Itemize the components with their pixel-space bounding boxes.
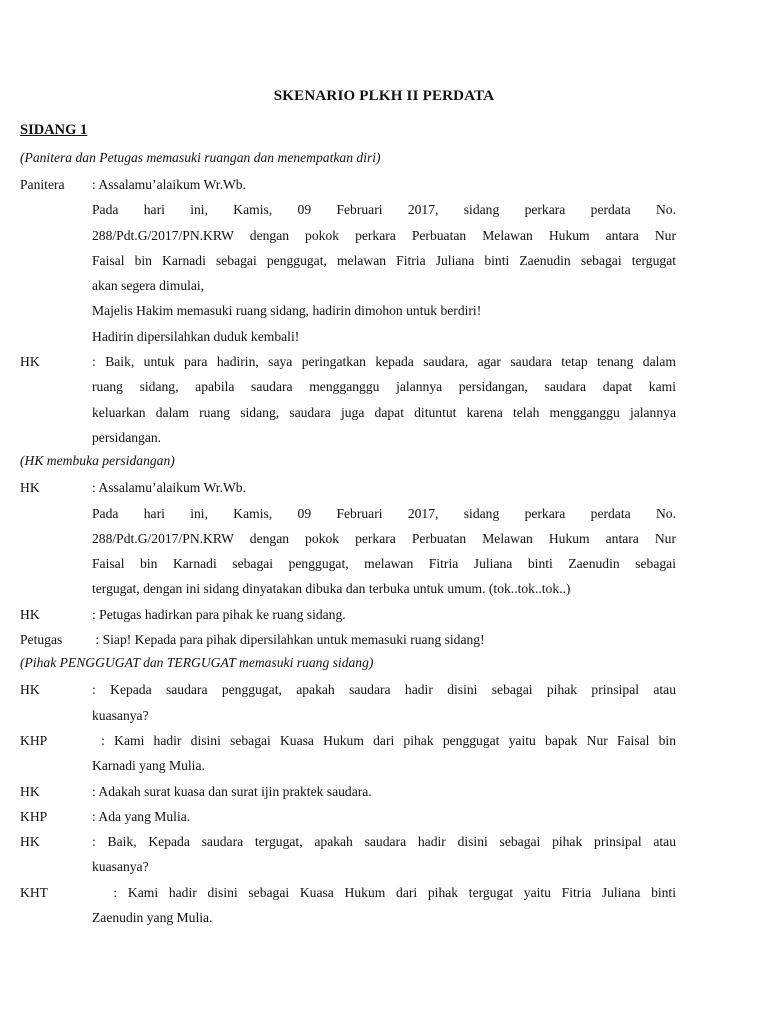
dialogue-entry bbox=[20, 172, 676, 349]
dialogue-entry bbox=[20, 880, 676, 931]
dialogue-line: Majelis Hakim memasuki ruang sidang, hadirin dimohon untuk berdiri! bbox=[92, 303, 482, 319]
dialogue-line: : Baik, Kepada saudara tergugat, apakah saudara hadir disini sebagai pihak prinsipal atau bbox=[92, 834, 676, 850]
speaker-label: HK bbox=[20, 480, 40, 496]
dialogue-entry bbox=[20, 349, 676, 450]
speaker-label: Panitera bbox=[20, 177, 65, 192]
dialogue-line: : Ada yang Mulia. bbox=[92, 808, 191, 824]
dialogue-text bbox=[92, 829, 676, 880]
dialogue-line: Faisal bin Karnadi sebagai penggugat, melawan Fitria Juliana binti Zaenudin sebagai bbox=[92, 556, 676, 572]
dialogue-entry bbox=[20, 627, 676, 652]
dialogue-line: kuasanya? bbox=[92, 707, 149, 723]
dialogue-line: 288/Pdt.G/2017/PN.KRW dengan pokok perkara Perbuatan Melawan Hukum antara Nur bbox=[92, 227, 676, 243]
dialogue-line: akan segera dimulai, bbox=[92, 278, 205, 294]
stage-direction: (Panitera dan Petugas memasuki ruangan dan menempatkan diri) bbox=[20, 150, 381, 165]
speaker-label: HK bbox=[20, 783, 40, 799]
dialogue-line: Faisal bin Karnadi sebagai penggugat, melawan Fitria Juliana binti Zaenudin sebagai tergugat bbox=[92, 252, 676, 268]
dialogue-line: Karnadi yang Mulia. bbox=[92, 758, 205, 774]
dialogue-entry bbox=[20, 728, 676, 779]
dialogue-line: kuasanya? bbox=[92, 859, 149, 875]
dialogue-text bbox=[92, 627, 676, 652]
dialogue-line: : Assalamu’alaikum Wr.Wb. bbox=[92, 480, 246, 496]
speaker-label: KHT bbox=[20, 884, 48, 900]
dialogue-line: : Siap! Kepada para pihak dipersilahkan untuk memasuki ruang sidang! bbox=[92, 632, 485, 648]
speaker-label: KHP bbox=[20, 808, 48, 824]
dialogue-line: : Adakah surat kuasa dan surat ijin praktek saudara. bbox=[92, 783, 372, 799]
dialogue-text bbox=[92, 475, 676, 601]
dialogue-text bbox=[92, 804, 676, 829]
dialogue-line: keluarkan dalam ruang sidang, saudara juga dapat dituntut karena telah mengganggu jalannya bbox=[92, 404, 676, 420]
dialogue-line: Zaenudin yang Mulia. bbox=[92, 910, 213, 926]
dialogue-line: ruang sidang, apabila saudara mengganggu jalannya persidangan, saudara dapat kami bbox=[92, 379, 676, 395]
dialogue-text bbox=[92, 349, 676, 450]
stage-direction: (Pihak PENGGUGAT dan TERGUGAT memasuki ruang sidang) bbox=[20, 655, 374, 671]
dialogue-line: : Petugas hadirkan para pihak ke ruang sidang. bbox=[92, 606, 346, 622]
dialogue-text bbox=[92, 172, 676, 349]
dialogue-line: : Kami hadir disini sebagai Kuasa Hukum dari pihak tergugat yaitu Fitria Juliana binti bbox=[92, 884, 676, 900]
speaker-label: HK bbox=[20, 354, 40, 370]
dialogue-entry bbox=[20, 677, 676, 728]
script-content bbox=[20, 147, 676, 930]
dialogue-line: tergugat, dengan ini sidang dinyatakan dibuka dan terbuka untuk umum. (tok..tok..tok..) bbox=[92, 581, 571, 597]
dialogue-line: : Kepada saudara penggugat, apakah saudara hadir disini sebagai pihak prinsipal atau bbox=[92, 682, 676, 698]
dialogue-line: : Baik, untuk para hadirin, saya peringatkan kepada saudara, agar saudara tetap tenang dalam bbox=[92, 354, 676, 370]
speaker-label: HK bbox=[20, 834, 40, 850]
section-heading: SIDANG 1 bbox=[20, 122, 88, 138]
dialogue-text bbox=[92, 677, 676, 728]
dialogue-line: Pada hari ini, Kamis, 09 Februari 2017, sidang perkara perdata No. bbox=[92, 202, 676, 218]
dialogue-text bbox=[92, 728, 676, 779]
dialogue-entry bbox=[20, 804, 676, 829]
dialogue-entry bbox=[20, 475, 676, 601]
stage-direction: (HK membuka persidangan) bbox=[20, 453, 175, 469]
speaker-label: Petugas bbox=[20, 632, 63, 648]
dialogue-line: : Kami hadir disini sebagai Kuasa Hukum dari pihak penggugat yaitu bapak Nur Faisal bin bbox=[92, 732, 676, 748]
dialogue-entry bbox=[20, 779, 676, 804]
speaker-label: HK bbox=[20, 682, 40, 698]
document-title: SKENARIO PLKH II PERDATA bbox=[273, 88, 495, 104]
dialogue-text bbox=[92, 602, 676, 627]
speaker-label: HK bbox=[20, 606, 40, 622]
dialogue-entry bbox=[20, 602, 676, 627]
dialogue-text bbox=[92, 779, 676, 804]
speaker-label: KHP bbox=[20, 732, 48, 748]
dialogue-line: Hadirin dipersilahkan duduk kembali! bbox=[92, 328, 300, 344]
dialogue-line: Pada hari ini, Kamis, 09 Februari 2017, sidang perkara perdata No. bbox=[92, 505, 676, 521]
dialogue-line: 288/Pdt.G/2017/PN.KRW dengan pokok perkara Perbuatan Melawan Hukum antara Nur bbox=[92, 530, 676, 546]
dialogue-text bbox=[92, 880, 676, 931]
dialogue-entry bbox=[20, 829, 676, 880]
dialogue-line: persidangan. bbox=[92, 429, 162, 445]
dialogue-line: : Assalamu’alaikum Wr.Wb. bbox=[92, 177, 246, 192]
